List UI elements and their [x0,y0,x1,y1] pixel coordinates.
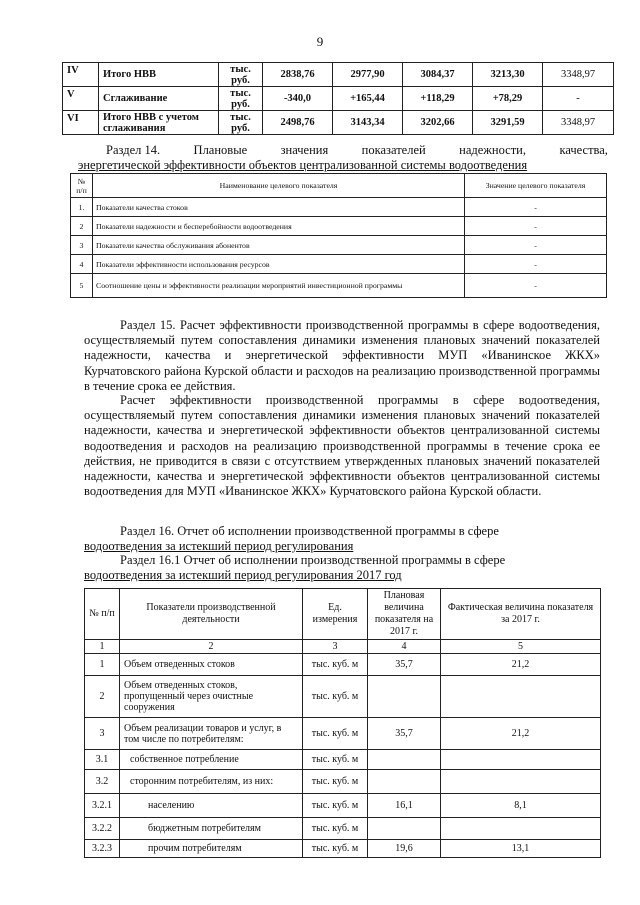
cell-value: 3084,37 [403,63,473,87]
section15-paragraph-1: Раздел 15. Расчет эффективности производственной программы в сфере водоотведения, осуществляемый путем сопоставления динамики изменения плановых значений показателей надежности, качества и энергетической эффективности МУП «Иванинское ЖКХ» Курчатовского района Курской области и расходов на реализацию производственной программы в течение срока ее действия. [84,318,600,393]
table-row: 1 Объем отведенных стоков тыс. куб. м 35,7 21,2 [85,654,601,676]
cell-value: 3143,34 [333,111,403,135]
table-header: № п/п Показатели производственной деятельности Ед. измерения Плановая величина показателя на 2017 г. Фактическая величина показателя за 2017 г. [85,589,601,640]
table-row [63,111,614,135]
table-row: 5 Соотношение цены и эффективности реализации мероприятий инвестиционной программы - [71,274,607,298]
row-unit: тыс. руб. [219,87,263,111]
cell-value: 3348,97 [543,111,614,135]
row-num: V [63,87,99,111]
table-header [71,174,607,198]
cell-value: +78,29 [473,87,543,111]
table-row [63,87,614,111]
table-row: 3 Объем реализации товаров и услуг, в том числе по потребителям: тыс. куб. м 35,7 21,2 [85,718,601,750]
row-label: Сглаживание [99,87,219,111]
section14-heading: Раздел 14. Плановые значения показателей надежности, качества, энергетической эффективности объектов централизованной системы водоотведения [78,143,608,172]
row-label: Итого НВВ [99,63,219,87]
cell-value: 3348,97 [543,63,614,87]
cell-value: -340,0 [263,87,333,111]
cell-value: 3202,66 [403,111,473,135]
row-unit: тыс. руб. [219,111,263,135]
table-row: 3 Показатели качества обслуживания абонентов - [71,236,607,255]
section15-paragraph-2: Расчет эффективности производственной программы в сфере водоотведения, осуществляемый путем сопоставления динамики изменения плановых значений показателей надежности, качества и энергетической эффективности объектов централизованной системы водоотведения и расходов на реализацию производственной программы в течение срока ее действия, не приводится в связи с отсутствием утвержденных плановых значений показателей надежности, качества и энергетической эффективности объектов централизованной системы водоотведения для МУП «Иванинское ЖКХ» Курчатовского района Курской области. [84,393,600,499]
section16-1-heading: Раздел 16.1 Отчет об исполнении производственной программы в сфере водоотведения за истекший период регулирования 2017 год [84,553,506,583]
table-row: 2 Показатели надежности и бесперебойности водоотведения - [71,217,607,236]
cell-value: 2838,76 [263,63,333,87]
table-row: 4 Показатели эффективности использования ресурсов - [71,255,607,274]
cell-value: - [543,87,614,111]
table-row: 1. Показатели качества стоков - [71,198,607,217]
section16-heading: Раздел 16. Отчет об исполнении производственной программы в сфере водоотведения за истекший период регулирования [84,524,499,554]
cell-value: +165,44 [333,87,403,111]
cell-value: +118,29 [403,87,473,111]
table-row: 3.2.1 населению тыс. куб. м 16,1 8,1 [85,794,601,818]
table-row [63,63,614,87]
table-row: 3.2 сторонним потребителям, из них: тыс. куб. м [85,770,601,794]
row-num: VI [63,111,99,135]
table-row: 2 Объем отведенных стоков, пропущенный через очистные сооружения тыс. куб. м [85,676,601,718]
header-value: Значение целевого показателя [465,174,607,198]
cell-value: 2977,90 [333,63,403,87]
nvv-table [62,62,614,135]
table-row: 3.2.2 бюджетным потребителям тыс. куб. м [85,818,601,840]
row-unit: тыс. руб. [219,63,263,87]
cell-value: 3213,30 [473,63,543,87]
indicator-table [70,173,607,298]
header-name: Наименование целевого показателя [93,174,465,198]
cell-value: 2498,76 [263,111,333,135]
cell-value: 3291,59 [473,111,543,135]
row-num: IV [63,63,99,87]
row-label: Итого НВВ с учетом сглаживания [99,111,219,135]
report-table [84,588,601,858]
table-index-row: 1 2 3 4 5 [85,640,601,654]
header-num: № п/п [71,174,93,198]
table-row: 3.2.3 прочим потребителям тыс. куб. м 19,6 13,1 [85,840,601,858]
table-row: 3.1 собственное потребление тыс. куб. м [85,750,601,770]
page-number: 9 [316,34,324,49]
